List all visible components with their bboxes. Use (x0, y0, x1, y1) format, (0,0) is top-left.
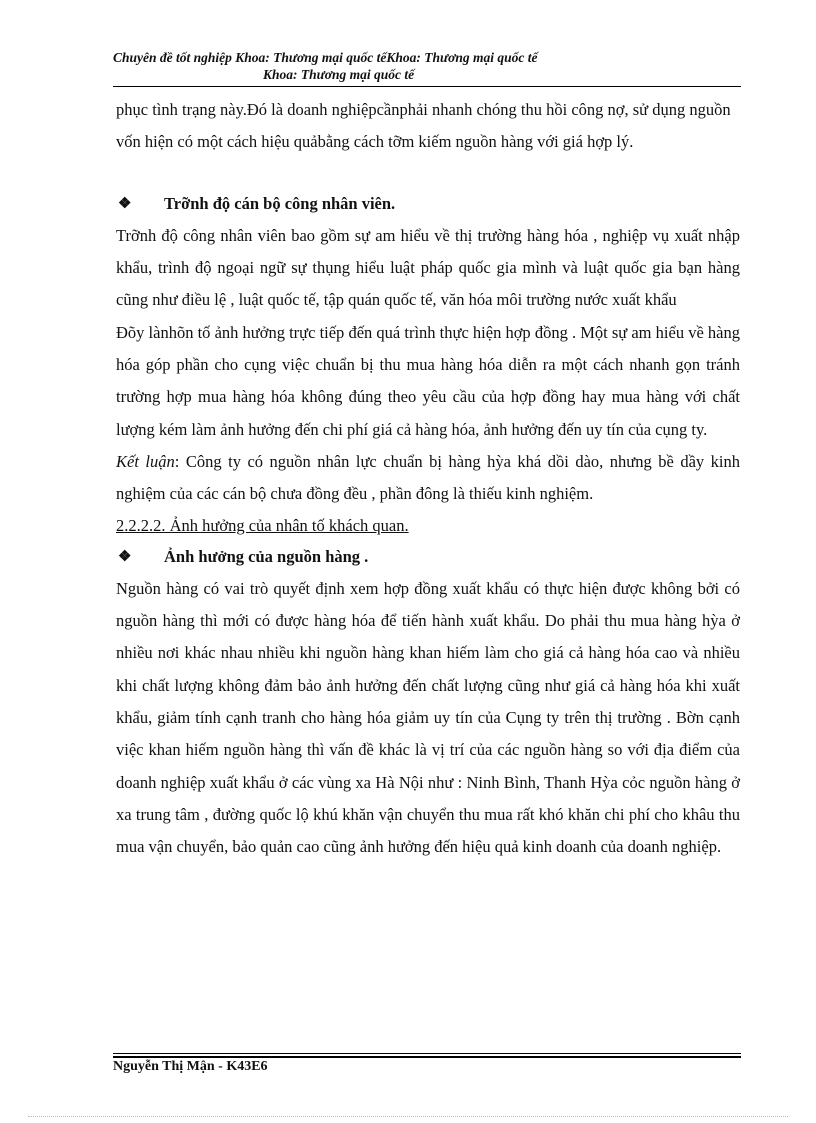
bullet-heading-staff-text: Trỡnh độ cán bộ công nhân viên. (164, 193, 396, 213)
conclusion-paragraph (116, 446, 740, 511)
footer-divider-thin (113, 1053, 741, 1054)
diamond-bullet-icon: ❖ (118, 548, 132, 565)
source-paragraph: Nguồn hàng có vai trò quyết định xem hợp đồng xuất khẩu có thực hiện được không bởi có nguồn hàng thì mới có được hàng hóa để tiến hành xuất khẩu. Do phải thu mua hàng hỳa ở nhiều nơi khác nhau nhiều khi nguồn hàng khan hiếm làm cho giá cả hàng hóa cao và nhiều khi chất lượng không đảm bảo ảnh hưởng đến chất lượng cũng như giá cả hàng hóa khi xuất khẩu, giảm tính cạnh tranh cho hàng hóa giảm uy tín của Cụng ty trên thị trường . Bờn cạnh việc khan hiếm nguồn hàng thì vấn đề khác là vị trí của các nguồn hàng so với địa điểm của doanh nghiệp xuất khẩu ở các vùng xa Hà Nội như : Ninh Bình, Thanh Hỳa cỏc nguồn hàng ở xa trung tâm , đường quốc lộ khú khăn vận chuyển thu mua rất khó khăn chi phí cho khâu thu mua vận chuyển, bảo quản cao cũng ảnh hưởng đến hiệu quả kinh doanh của doanh nghiệp. (116, 578, 740, 857)
conclusion-label: Kết luận (116, 451, 175, 471)
document-body (116, 94, 740, 864)
conclusion-text: : Công ty có nguồn nhân lực chuẩn bị hàng hỳa khá dồi dào, nhưng bề dầy kinh nghiệm của các cán bộ chưa đồng đều , phần đông là thiếu kinh nghiệm. (116, 451, 740, 504)
footer-author: Nguyễn Thị Mận - K43E6 (113, 1059, 268, 1074)
intro-paragraph: phục tình trạng này.Đó là doanh nghiệpcầnphải nhanh chóng thu hồi công nợ, sử dụng nguồn vốn hiện có một cách hiệu quảbằng cách tỡm kiếm nguồn hàng với giá hợp lý. (116, 100, 731, 152)
section-title: 2.2.2.2. Ảnh hưởng của nhân tố khách quan. (116, 515, 409, 535)
page-header (113, 49, 741, 83)
diamond-bullet-icon: ❖ (118, 195, 132, 212)
header-line-2: Khoa: Thương mại quốc tế (263, 67, 415, 82)
bullet-heading-source (116, 541, 740, 573)
bullet-heading-source-text: Ảnh hưởng của nguồn hàng . (164, 546, 369, 566)
impact-paragraph: Đõy lànhõn tố ảnh hưởng trực tiếp đến quá trình thực hiện hợp đồng . Một sự am hiểu về hàng hóa góp phần cho cụng việc chuẩn bị thu mua hàng hóa diễn ra một cách nhanh gọn tránh trường hợp mua hàng hóa không đúng theo yêu cầu của hợp đồng hay mua hàng với chất lượng kém làm ảnh hưởng đến chi phí giá cả hàng hóa, ảnh hưởng đến uy tín của cụng ty. (116, 322, 740, 439)
bullet-heading-staff (116, 188, 740, 220)
staff-paragraph: Trỡnh độ công nhân viên bao gồm sự am hiểu về thị trường hàng hóa , nghiệp vụ xuất nhập khẩu, trình độ ngoại ngữ sự thụng hiểu luật pháp quốc gia mình và luật quốc gia bạn hàng cũng như điều lệ , luật quốc tế, tập quán quốc tế, văn hóa môi trường nước xuất khẩu (116, 225, 740, 310)
spacer (116, 159, 740, 188)
page-edge-dotted-line (28, 1116, 788, 1117)
header-divider (113, 86, 741, 87)
header-line-1: Chuyên đề tốt nghiệp Khoa: Thương mại quốc tếKhoa: Thương mại quốc tế (113, 50, 538, 65)
